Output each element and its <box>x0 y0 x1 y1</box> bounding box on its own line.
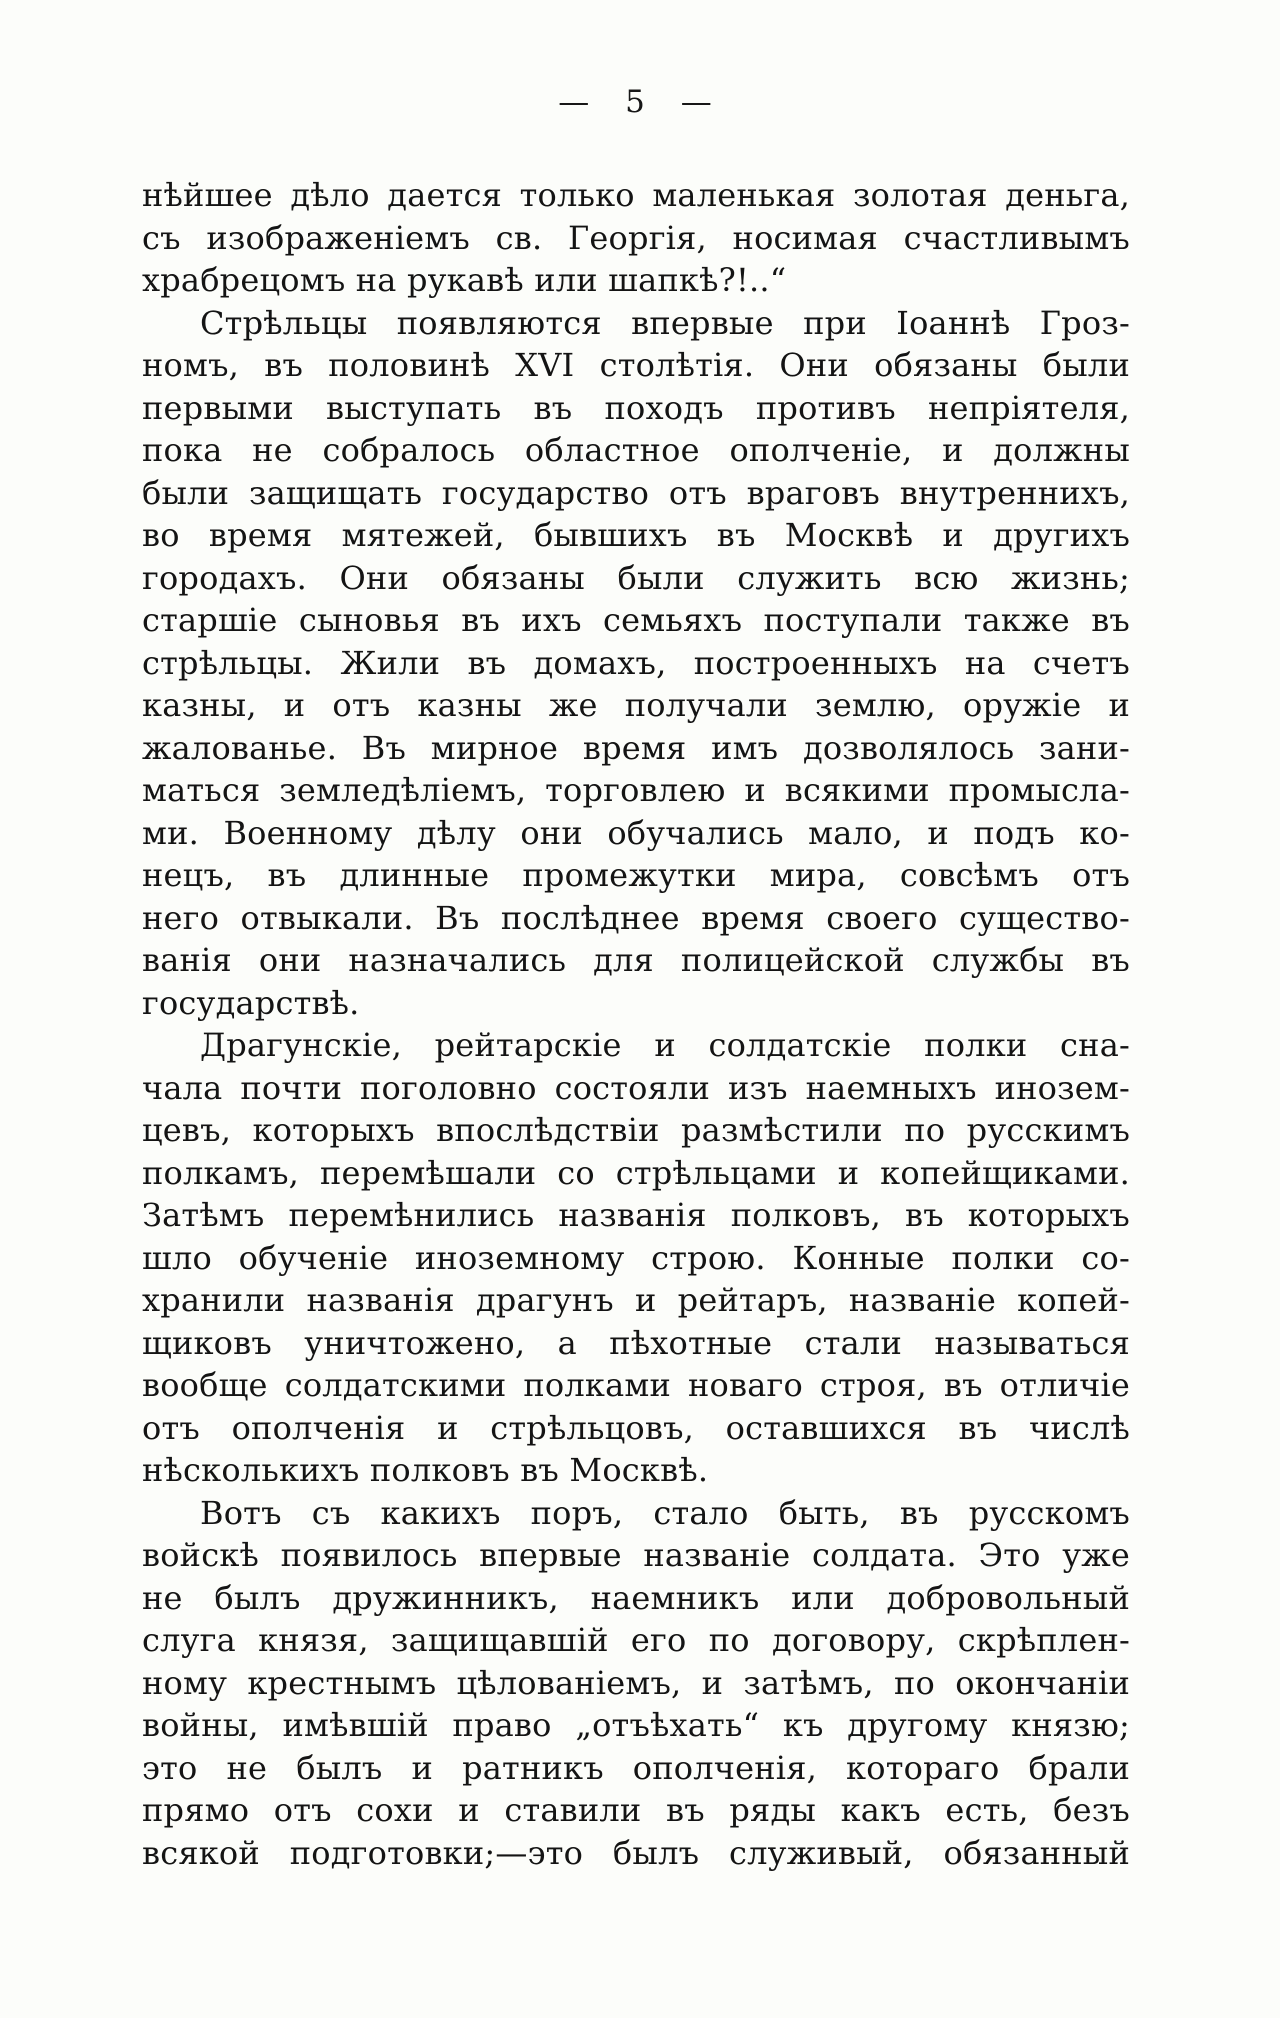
text-line: ми. Военному дѣлу они обучались мало, и подъ ко- <box>142 813 1130 852</box>
text-line: казны, и отъ казны же получали землю, оружіе и <box>142 686 1130 724</box>
text-line: вообще солдатскими полками новаго строя, въ отличіе <box>142 1366 1130 1404</box>
text-line: чала почти поголовно состояли изъ наемныхъ инозем- <box>142 1068 1130 1107</box>
text-line: всякой подготовки;—это былъ служивый, обязанный <box>142 1833 1130 1872</box>
text-line: во время мятежей, бывшихъ въ Москвѣ и другихъ <box>142 516 1130 554</box>
text-line: щиковъ уничтожено, а пѣхотные стали называться <box>142 1323 1130 1362</box>
text-column <box>142 174 1130 1874</box>
text-line: нецъ, въ длинные промежутки мира, совсѣмъ отъ <box>142 856 1130 894</box>
text-line: войны, имѣвшій право „отъѣхать“ къ другому князю; <box>142 1706 1130 1744</box>
text-line: него отвыкали. Въ послѣднее время своего существо- <box>142 898 1130 937</box>
text-line: маться земледѣліемъ, торговлею и всякими промысла- <box>142 771 1130 809</box>
text-line: войскѣ появилось впервые названіе солдата. Это уже <box>142 1536 1130 1574</box>
text-line: Драгунскіе, рейтарскіе и солдатскіе полки сна- <box>200 1026 1130 1064</box>
text-line: номъ, въ половинѣ XVI столѣтія. Они обязаны были <box>142 346 1130 384</box>
text-line: жалованье. Въ мирное время имъ дозволялось зани- <box>142 728 1130 767</box>
page-number-header: — 5 — <box>558 84 712 120</box>
text-line: старшіе сыновья въ ихъ семьяхъ поступали также въ <box>142 601 1130 639</box>
text-line: пока не собралось областное ополченіе, и должны <box>142 431 1130 469</box>
text-line: хранили названія драгунъ и рейтаръ, названіе копей- <box>142 1281 1130 1319</box>
text-line: Затѣмъ перемѣнились названія полковъ, въ которыхъ <box>142 1196 1130 1234</box>
text-line: прямо отъ сохи и ставили въ ряды какъ есть, безъ <box>142 1791 1130 1829</box>
text-line: нѣсколькихъ полковъ въ Москвѣ. <box>142 1451 709 1489</box>
text-line: были защищать государство отъ враговъ внутреннихъ, <box>142 473 1130 512</box>
text-line: Стрѣльцы появляются впервые при Іоаннѣ Гроз- <box>200 303 1130 342</box>
text-line: ному крестнымъ цѣлованіемъ, и затѣмъ, по окончаніи <box>142 1663 1130 1702</box>
text-line: нѣйшее дѣло дается только маленькая золотая деньга, <box>142 176 1130 214</box>
text-line: ванія они назначались для полицейской службы въ <box>142 941 1130 979</box>
text-line: храбрецомъ на рукавѣ или шапкѣ?!..“ <box>142 261 787 299</box>
text-line: не былъ дружинникъ, наемникъ или добровольный <box>142 1578 1130 1617</box>
text-line: государствѣ. <box>142 983 360 1022</box>
text-line: слуга князя, защищавшій его по договору, скрѣплен- <box>142 1621 1130 1659</box>
text-line: полкамъ, перемѣшали со стрѣльцами и копейщиками. <box>142 1153 1130 1192</box>
text-line: городахъ. Они обязаны были служить всю жизнь; <box>142 558 1130 597</box>
text-line: цевъ, которыхъ впослѣдствіи размѣстили по русскимъ <box>142 1111 1130 1149</box>
text-line: первыми выступать въ походъ противъ непріятеля, <box>142 388 1130 427</box>
text-line: шло обученіе иноземному строю. Конные полки со- <box>142 1238 1130 1277</box>
text-line: Вотъ съ какихъ поръ, стало быть, въ русскомъ <box>200 1493 1130 1532</box>
text-line: съ изображеніемъ св. Георгія, носимая счастливымъ <box>142 218 1130 257</box>
text-line: отъ ополченія и стрѣльцовъ, оставшихся въ числѣ <box>142 1408 1130 1447</box>
text-line: это не былъ и ратникъ ополченія, котораго брали <box>142 1748 1130 1787</box>
text-line: стрѣльцы. Жили въ домахъ, построенныхъ на счетъ <box>142 643 1130 682</box>
